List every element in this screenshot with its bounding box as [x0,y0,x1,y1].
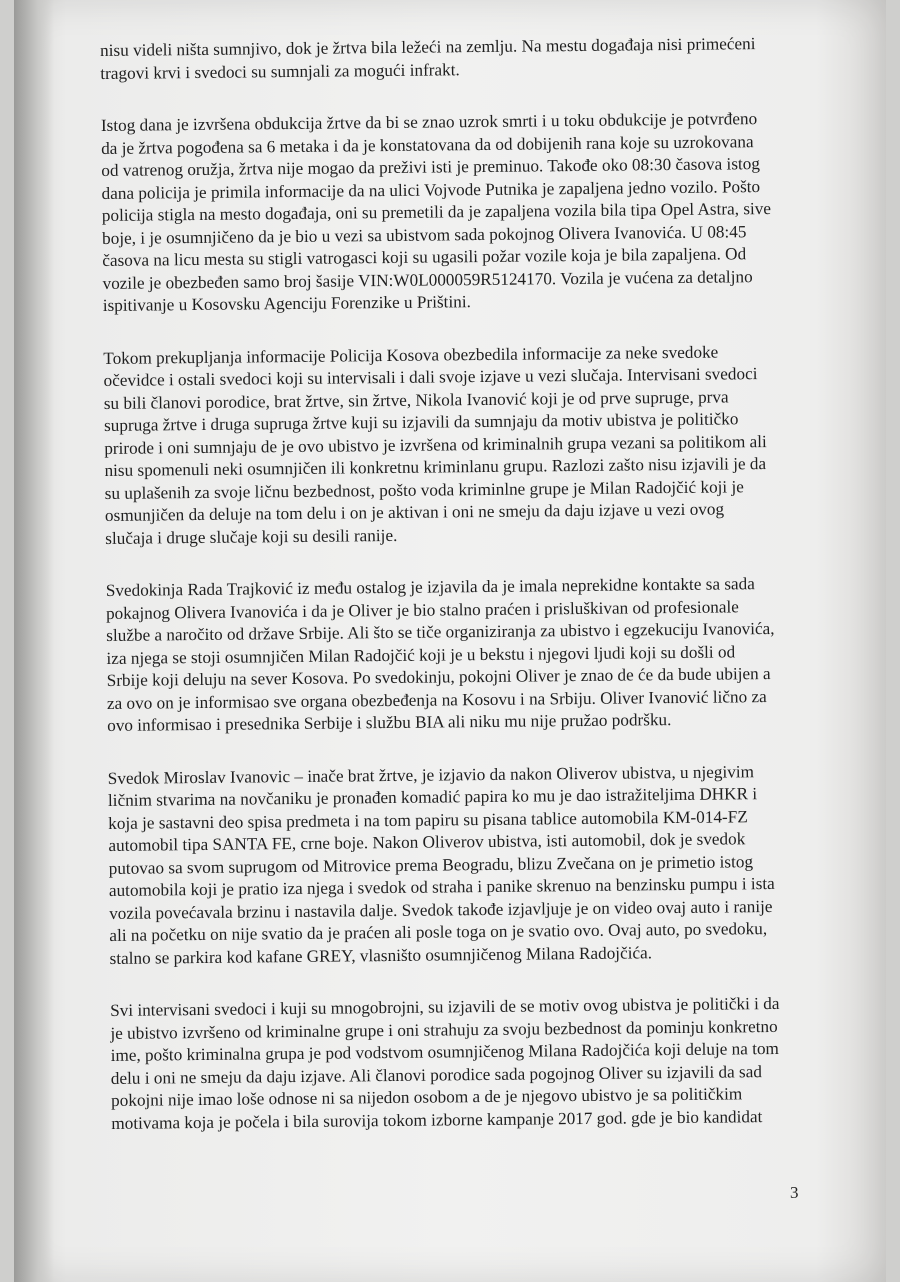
text-line: boje, i je osumnjičeno da je bio u vezi sa ubistvom sada pokojnog Olivera Ivanovića. U 08:45 [101,221,747,248]
paragraph-4 [106,572,838,737]
text-line: vozila povećavala brzinu i nastavila dalje. Svedok takođe izjavljuje je on video ovaj auto i ranije [109,896,773,923]
text-line: putovao sa svom suprugom od Mitrovice prema Beogradu, blizu Zvečana on je primetio istog [108,851,754,878]
text-line: su uplašenih za svoje ličnu bezbednost, pošto voda kriminlne grupe je Milan Radojčić koji je [104,476,744,503]
text-line: ovo informisao i presednika Serbije i službu BIA ali niku mu nije pružao podršku. [107,710,672,735]
paragraph-5 [108,760,840,970]
text-line: od vatrenog oružja, žrtva nije mogao da preživi isti je preminuo. Takođe oko 08:30 časova istog [101,154,761,180]
text-line: ispitivanje u Kosovsku Agenciju Forenzike u Prištini. [102,292,471,315]
text-line: Istog dana je izvršena obdukcija žrtve da bi se znao uzrok smrti i u toku obdukcije je potvrđeno [100,109,758,135]
text-line: Svi intervisani svedoci i kuji su mnogobrojni, su izjavili de se motiv ovog ubistva je politički i da [110,993,780,1020]
text-line: automobil tipa SANTA FE, crne boje. Nakon Oliverov ubistva, isti automobil, dok je svedok [108,829,746,855]
text-line: da je žrtva pogođena sa 6 metaka i da je konstatovana da od dobijenih rana koje su uzrokovana [101,131,754,158]
text-line: Srbije koji deluju na sever Kosova. Po svedokinju, pokojni Oliver je znao de će da bude ubijen a [106,664,771,690]
text-line: Tokom prekupljanja informacije Policija Kosova obezbedila informacije za neke svedoke [103,342,719,368]
paragraph-6 [110,992,841,1135]
text-line: ime, pošto kriminalna grupa je pod vodstvom osumnjičenog Milana Radojčića koji deluje na tom [110,1038,779,1065]
text-line: motivama koja je počela i bila surovija tokom izborne kampanje 2017 god. gde je bio kandidat [111,1106,763,1133]
text-line: službe a naročito od države Srbije. Ali što se tiče organiziranja za ubistvo i egzekuciju Ivanovića, [106,618,775,645]
text-line: automobila koji je pratio iza njega i svedok od straha i panike skrenuo na benzinsku pumpu i ista [108,873,775,900]
text-line: časova na licu mesta su stigli vatrogasci koji su ugasili požar vozile koja je bila zapaljena. Od [102,244,747,270]
text-line: je ubistvo izvršeno od kriminalne grupe i oni strahuju za svoju bezbednost da pominju konkretno [110,1016,778,1043]
page-number: 3 [790,1183,799,1202]
text-line: nisu spomenuli neki osumnjičen ili konkretnu kriminlanu grupu. Razlozi zašto nisu izjavili je da [104,454,767,480]
text-line: pokajnog Olivera Ivanovića i da je Oliver je bio stalno praćen i prisluškivan od profesionale [105,596,739,623]
page-left-shadow [14,0,54,1282]
text-line: za ovo on je informisao sve organa obezbeđenja na Kosovu i na Srbiju. Oliver Ivanović lično za [106,686,767,713]
text-line: prirode i oni sumnjaju de je ovo ubistvo je izvršena od kriminalnih grupa vezani sa politikom ali [104,431,767,458]
paragraph-1 [100,32,830,85]
text-line: vozile je obezbeđen samo broj šasije VIN:W0L000059R5124170. Vozila je vućena za detaljno [102,266,753,293]
text-line: očevidce i ostali svedoci koji su intervisali i dali svoje izjave u vezi slučaja. Intervisani svedoci [103,364,758,390]
text-line: stalno se parkira kod kafane GREY, vlasništo osumnjičenog Milana Radojčića. [109,942,653,968]
paragraph-2 [101,107,833,317]
document-page [14,0,886,1282]
text-line: iza njega se stoji osumnjičen Milan Radojčić koji je u bekstu i njegovi ljudi koji su došli od [106,641,736,668]
text-line: pokojni nije imao loše odnose ni sa nijedon osobom a de je njegovo ubistvo je sa političkim [111,1084,743,1110]
text-line: ali na početku on nije svatio da je praćen ali posle toga on je svatio ovo. Ovaj auto, po svedoku, [109,919,768,945]
paragraph-3 [103,340,835,550]
text-line: delu i oni ne smeju da daju izjave. Ali članovi porodice sada pogojnog Oliver su izjavili da sad [110,1061,762,1088]
text-line: koja je sastavni deo spisa predmeta i na tom papiru su pisana tablice automobila KM-014-FZ [108,806,748,833]
text-line: nisu videli ništa sumnjivo, dok je žrtva bila ležeći na zemlju. Na mestu događaja nisi primećeni [100,34,756,60]
text-line: supruga žrtve i druga supruga žrtve kuji su izjavili da sumnjaju da motiv ubistva je političko [103,409,739,435]
text-line: Svedok Miroslav Ivanovic – inače brat žrtve, je izjavio da nakon Oliverov ubistva, u njegivim [107,761,755,788]
text-line: ličnim stvarima na novčaniku je pronađen komadić papira ko mu je dao istražiteljima DHKR i [107,784,758,810]
text-line: osmunjičen da deluje na tom delu i on je aktivan i oni ne smeju da daju izjave u vezi ovog [104,499,725,525]
text-line: Svedokinja Rada Trajković iz među ostalog je izjavila da je imala neprekidne kontakte sa sada [105,574,755,600]
text-line: dana policija je primila informacije da na ulici Vojvode Putnika je zapaljena jedno vozilo. Pošto [101,176,761,203]
page-body [100,32,841,1135]
text-line: slučaja i druge slučaje koji su desili ranije. [105,525,398,548]
text-line: tragovi krvi i svedoci su sumnjali za mogući infrakt. [100,59,460,83]
text-line: su bili članovi porodice, brat žrtve, sin žrtve, Nikola Ivanović koji je od prve supruge, prva [103,386,729,413]
text-line: policija stigla na mesto događaja, oni su premetili da je zapaljena vozila bila tipa Opel Astra, sive [101,198,772,225]
